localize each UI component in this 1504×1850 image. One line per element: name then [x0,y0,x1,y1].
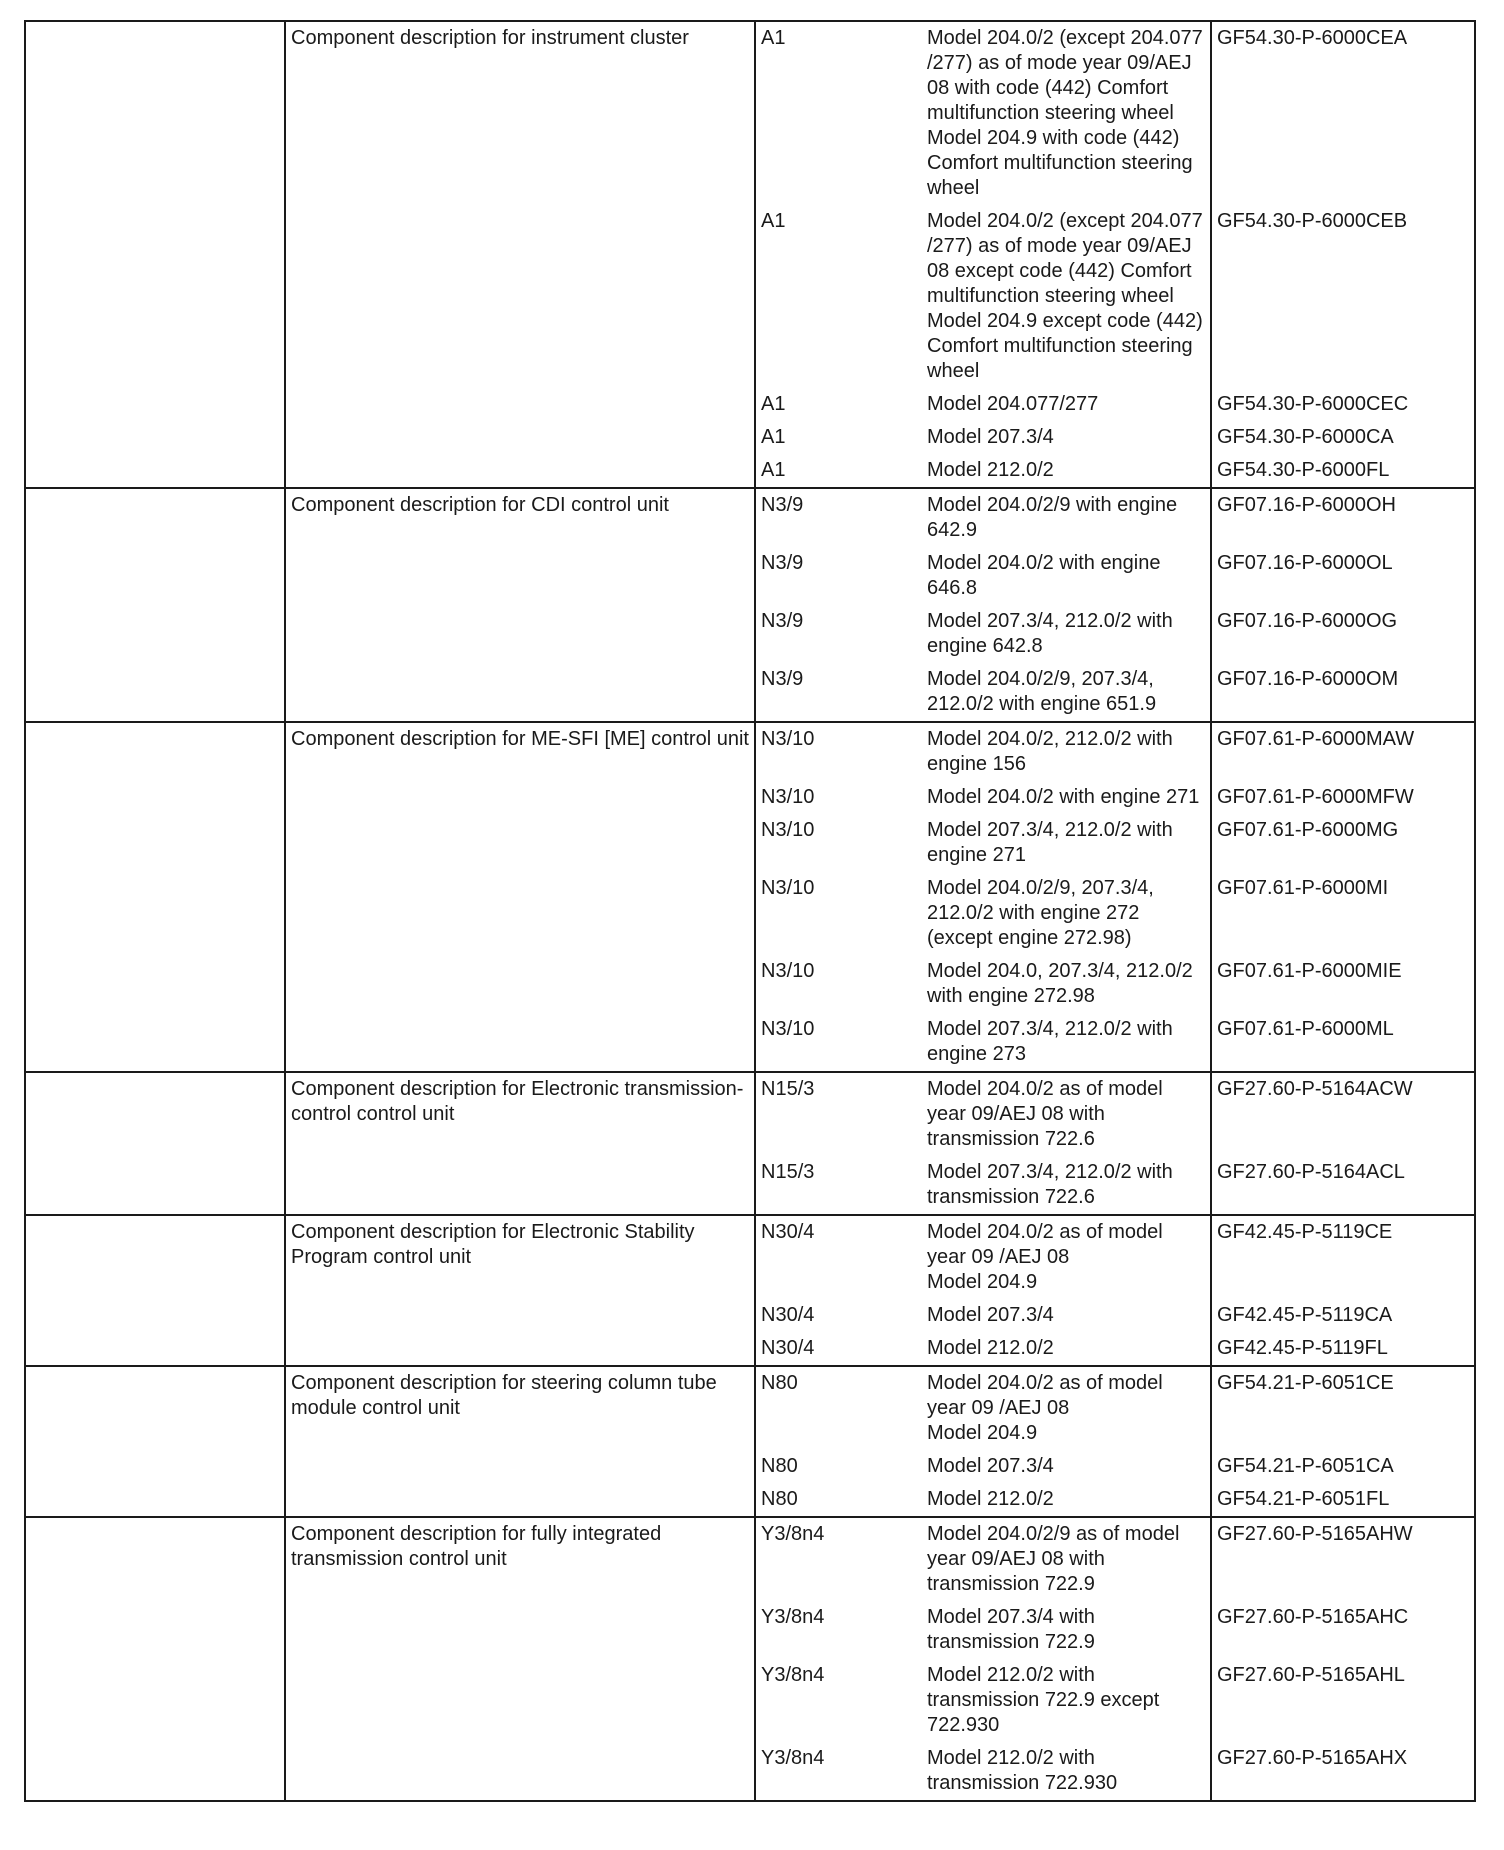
component-code: N3/10 [761,819,815,841]
entry-row [756,454,1474,487]
empty-cell [25,1215,285,1366]
document-reference: GF27.60-P-5165AHC [1217,1606,1409,1628]
model-applicability [922,388,1211,421]
entry-row [756,1156,1474,1214]
entries-table [756,22,1474,487]
model-line: Model 207.3/4 with transmission 722.9 [927,1606,1095,1653]
entries-table [756,1073,1474,1214]
document-reference: GF07.16-P-6000OH [1217,494,1396,516]
entry-row [756,872,1474,955]
entry-row [756,489,1474,547]
document-reference: GF07.61-P-6000MIE [1217,960,1402,982]
entry-row [756,605,1474,663]
entry-row [756,1450,1474,1483]
model-line: Model 207.3/4, 212.0/2 with engine 642.8 [927,610,1173,657]
component-code: N3/10 [761,786,815,808]
document-reference: GF27.60-P-5165AHW [1217,1523,1413,1545]
model-applicability [922,723,1211,781]
document-reference: GF07.61-P-6000ML [1217,1018,1394,1040]
model-line: Model 204.9 [927,1271,1038,1293]
model-applicability [922,1742,1211,1800]
table-row [25,21,1475,488]
component-code: Y3/8n4 [761,1523,825,1545]
model-line: Model 204.0/2/9, 207.3/4, 212.0/2 with engine 651.9 [927,668,1157,715]
component-code: N15/3 [761,1161,815,1183]
component-code: N3/10 [761,728,815,750]
model-line: Model 204.0/2/9 as of model year 09/AEJ 08 with transmission 722.9 [927,1523,1180,1595]
component-description: Component description for CDI control unit [291,494,669,516]
component-code: A1 [761,459,786,481]
entry-row [756,547,1474,605]
component-description-cell [285,722,755,1072]
model-line: Model 207.3/4, 212.0/2 with transmission 722.6 [927,1161,1173,1208]
document-reference: GF07.16-P-6000OM [1217,668,1399,690]
entry-row [756,1659,1474,1742]
model-line: Model 204.0/2, 212.0/2 with engine 156 [927,728,1173,775]
component-code: N30/4 [761,1221,815,1243]
model-applicability [922,1659,1211,1742]
component-code: N3/10 [761,960,815,982]
model-applicability [922,421,1211,454]
entry-row [756,1742,1474,1800]
model-line: Model 212.0/2 with transmission 722.9 except 722.930 [927,1664,1160,1736]
model-applicability [922,1299,1211,1332]
model-line: Model 212.0/2 with transmission 722.930 [927,1747,1118,1794]
component-description-cell [285,1517,755,1801]
component-code: Y3/8n4 [761,1664,825,1686]
model-line: Model 204.0/2 as of model year 09 /AEJ 08 [927,1372,1163,1419]
component-code: N3/9 [761,552,804,574]
model-applicability [922,605,1211,663]
document-reference: GF27.60-P-5165AHL [1217,1664,1405,1686]
model-applicability [922,663,1211,721]
document-reference: GF42.45-P-5119FL [1217,1337,1388,1359]
document-reference: GF54.30-P-6000CEA [1217,27,1408,49]
model-line: Model 204.9 except code (442) Comfort multifunction steering wheel [927,310,1203,382]
entries-cell [755,1072,1475,1215]
model-line: Model 212.0/2 [927,1488,1054,1510]
model-applicability [922,454,1211,487]
model-applicability [922,781,1211,814]
component-code: N30/4 [761,1304,815,1326]
component-code: A1 [761,426,786,448]
component-code: N3/10 [761,1018,815,1040]
entry-row [756,1013,1474,1071]
document-reference: GF54.30-P-6000CA [1217,426,1394,448]
entry-row [756,955,1474,1013]
model-line: Model 204.0/2/9 with engine 642.9 [927,494,1178,541]
model-applicability [922,1216,1211,1299]
model-line: Model 212.0/2 [927,1337,1054,1359]
model-applicability [922,1367,1211,1450]
entry-row [756,1518,1474,1601]
model-line: Model 204.0/2 with engine 646.8 [927,552,1161,599]
entries-cell [755,722,1475,1072]
model-line: Model 207.3/4 [927,1455,1054,1477]
model-applicability [922,872,1211,955]
entries-cell [755,488,1475,722]
entry-row [756,663,1474,721]
empty-cell [25,722,285,1072]
document-reference: GF07.16-P-6000OL [1217,552,1393,574]
table-row [25,1215,1475,1366]
component-code: Y3/8n4 [761,1606,825,1628]
empty-cell [25,1072,285,1215]
entries-cell [755,1215,1475,1366]
document-reference: GF54.21-P-6051CE [1217,1372,1394,1394]
model-applicability [922,1156,1211,1214]
model-line: Model 204.9 with code (442) Comfort multifunction steering wheel [927,127,1193,199]
component-code: N15/3 [761,1078,815,1100]
document-reference: GF27.60-P-5164ACW [1217,1078,1413,1100]
model-line: Model 204.9 [927,1422,1038,1444]
component-description: Component description for Electronic transmission-control control unit [291,1078,744,1125]
model-applicability [922,1601,1211,1659]
document-reference: GF07.61-P-6000MFW [1217,786,1414,808]
component-description: Component description for ME-SFI [ME] control unit [291,728,749,750]
entries-cell [755,1366,1475,1517]
model-applicability [922,955,1211,1013]
component-description: Component description for instrument cluster [291,27,689,49]
component-code: N80 [761,1455,798,1477]
model-line: Model 207.3/4 [927,1304,1054,1326]
document-reference: GF07.16-P-6000OG [1217,610,1398,632]
component-description-cell [285,21,755,488]
entries-cell [755,21,1475,488]
document-reference: GF07.61-P-6000MAW [1217,728,1415,750]
entries-table [756,1518,1474,1800]
model-applicability [922,1332,1211,1365]
entries-cell [755,1517,1475,1801]
entry-row [756,1601,1474,1659]
entry-row [756,388,1474,421]
model-line: Model 204.077/277 [927,393,1099,415]
component-code: Y3/8n4 [761,1747,825,1769]
entry-row [756,1299,1474,1332]
model-line: Model 204.0/2/9, 207.3/4, 212.0/2 with engine 272 (except engine 272.98) [927,877,1154,949]
model-applicability [922,489,1211,547]
entries-table [756,1216,1474,1365]
document-reference: GF54.30-P-6000FL [1217,459,1390,481]
document-reference: GF42.45-P-5119CE [1217,1221,1393,1243]
entry-row [756,1332,1474,1365]
entry-row [756,421,1474,454]
component-description-cell [285,1215,755,1366]
model-line: Model 204.0/2 as of model year 09/AEJ 08 with transmission 722.6 [927,1078,1163,1150]
table-row [25,1517,1475,1801]
entry-row [756,1073,1474,1156]
entries-table [756,1367,1474,1516]
entry-row [756,781,1474,814]
component-description-cell [285,488,755,722]
model-line: Model 204.0/2 as of model year 09 /AEJ 08 [927,1221,1163,1268]
entry-row [756,22,1474,205]
component-description: Component description for fully integrated transmission control unit [291,1523,662,1570]
entries-table [756,489,1474,721]
document-reference: GF27.60-P-5165AHX [1217,1747,1408,1769]
model-applicability [922,1073,1211,1156]
component-code: N3/9 [761,668,804,690]
entry-row [756,1216,1474,1299]
entry-row [756,723,1474,781]
model-line: Model 204.0, 207.3/4, 212.0/2 with engine 272.98 [927,960,1193,1007]
model-applicability [922,205,1211,388]
model-applicability [922,1013,1211,1071]
model-line: Model 204.0/2 (except 204.077 /277) as of mode year 09/AEJ 08 except code (442) Comfort multifunction steering wheel [927,210,1203,307]
component-code: N30/4 [761,1337,815,1359]
document-reference: GF42.45-P-5119CA [1217,1304,1393,1326]
empty-cell [25,1517,285,1801]
model-applicability [922,1518,1211,1601]
entry-row [756,1483,1474,1516]
component-description-cell [285,1366,755,1517]
component-description: Component description for steering column tube module control unit [291,1372,717,1419]
model-line: Model 212.0/2 [927,459,1054,481]
document-reference: GF54.21-P-6051CA [1217,1455,1394,1477]
component-description: Component description for Electronic Stability Program control unit [291,1221,695,1268]
entries-table [756,723,1474,1071]
component-code: N3/9 [761,610,804,632]
document-reference: GF07.61-P-6000MG [1217,819,1399,841]
model-line: Model 207.3/4, 212.0/2 with engine 271 [927,819,1173,866]
component-description-table [24,20,1476,1802]
model-line: Model 207.3/4 [927,426,1054,448]
component-description-cell [285,1072,755,1215]
empty-cell [25,1366,285,1517]
document-reference: GF27.60-P-5164ACL [1217,1161,1405,1183]
model-line: Model 204.0/2 (except 204.077 /277) as of mode year 09/AEJ 08 with code (442) Comfort multifunction steering wheel [927,27,1203,124]
document-page [24,20,1476,1802]
model-line: Model 207.3/4, 212.0/2 with engine 273 [927,1018,1173,1065]
table-row [25,488,1475,722]
empty-cell [25,21,285,488]
document-reference: GF07.61-P-6000MI [1217,877,1389,899]
entry-row [756,205,1474,388]
empty-cell [25,488,285,722]
component-code: N3/10 [761,877,815,899]
component-code: A1 [761,27,786,49]
component-code: N80 [761,1372,798,1394]
table-row [25,1366,1475,1517]
table-row [25,722,1475,1072]
entry-row [756,1367,1474,1450]
document-reference: GF54.30-P-6000CEB [1217,210,1408,232]
model-applicability [922,814,1211,872]
model-line: Model 204.0/2 with engine 271 [927,786,1200,808]
component-code: N3/9 [761,494,804,516]
model-applicability [922,1483,1211,1516]
component-code: A1 [761,210,786,232]
document-reference: GF54.30-P-6000CEC [1217,393,1409,415]
component-code: N80 [761,1488,798,1510]
model-applicability [922,547,1211,605]
table-row [25,1072,1475,1215]
model-applicability [922,1450,1211,1483]
component-code: A1 [761,393,786,415]
model-applicability [922,22,1211,205]
document-reference: GF54.21-P-6051FL [1217,1488,1390,1510]
entry-row [756,814,1474,872]
